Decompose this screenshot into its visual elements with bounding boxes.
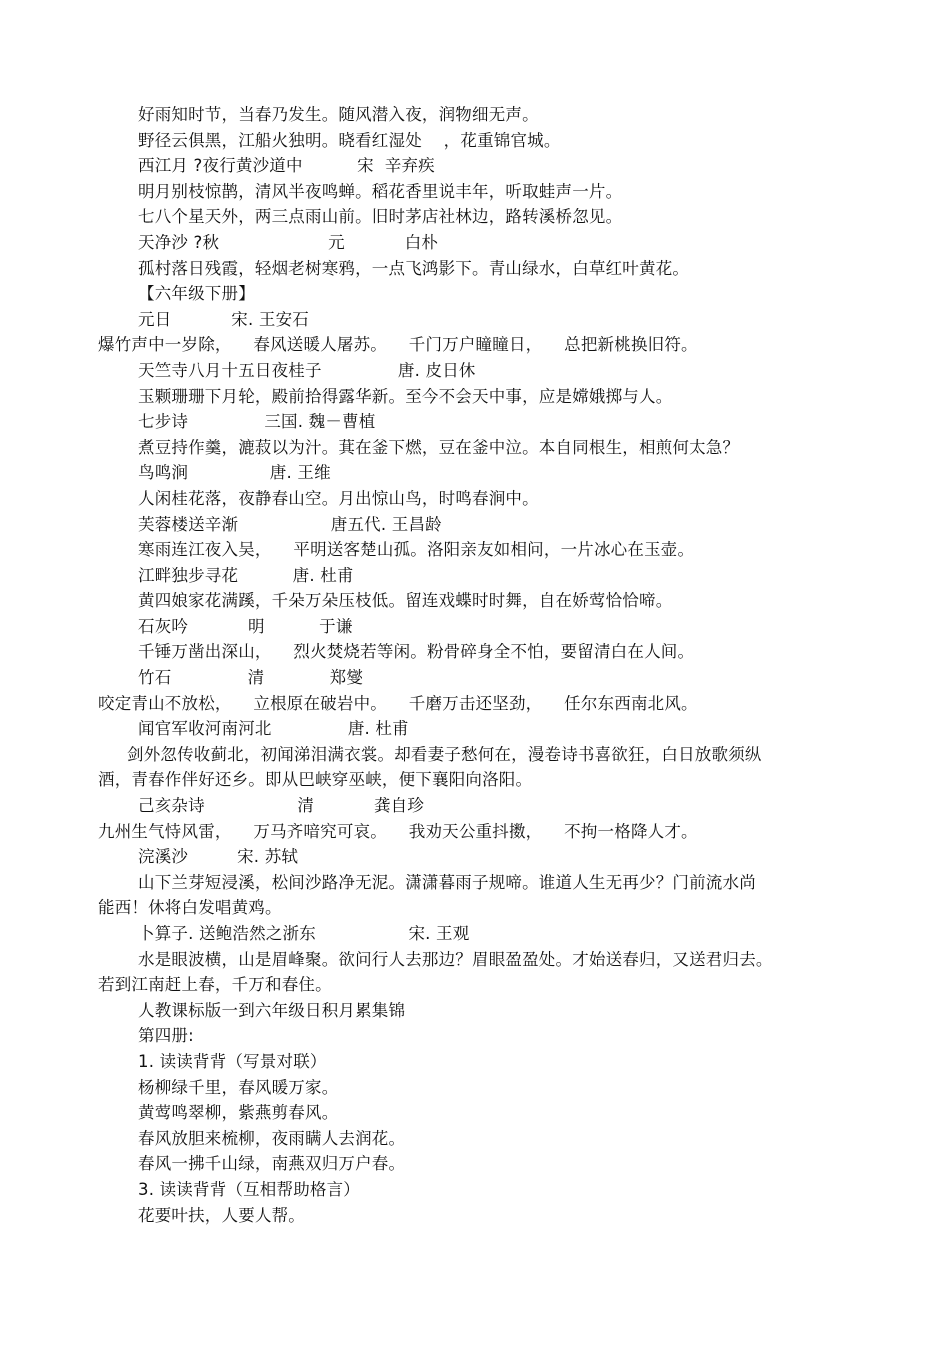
text-line: 七步诗 三国. 魏－曹植 — [138, 412, 376, 432]
text-line: 1. 读读背背（写景对联） — [138, 1051, 327, 1071]
text-line: 石灰吟 明 于谦 — [138, 616, 353, 636]
text-line: 春风放胆来梳柳，夜雨瞒人去润花。 — [138, 1128, 406, 1148]
text-line: 水是眼波横，山是眉峰聚。欲问行人去那边？眉眼盈盈处。才始送春归，又送君归去。 — [138, 949, 773, 969]
text-line: 杨柳绿千里，春风暖万家。 — [138, 1077, 339, 1097]
text-line: 闻官军收河南河北 唐. 杜甫 — [138, 719, 409, 739]
document-body — [98, 102, 818, 1228]
text-line: 黄四娘家花满蹊，千朵万朵压枝低。留连戏蝶时时舞，自在娇莺恰恰啼。 — [138, 591, 673, 611]
text-line: 浣溪沙 宋. 苏轼 — [138, 847, 299, 867]
text-line: 花要叶扶，人要人帮。 — [138, 1205, 305, 1225]
text-line: 人教课标版一到六年级日积月累集锦 — [138, 1000, 406, 1020]
text-line: 酒，青春作伴好还乡。即从巴峡穿巫峡，便下襄阳向洛阳。 — [98, 770, 533, 790]
text-line: 明月别枝惊鹊，清风半夜鸣蝉。稻花香里说丰年，听取蛙声一片。 — [138, 181, 623, 201]
text-line: 玉颗珊珊下月轮，殿前拾得露华新。至今不会天中事，应是嫦娥掷与人。 — [138, 386, 673, 406]
text-line: 竹石 清 郑燮 — [138, 668, 364, 688]
text-line: 天净沙 ?秋 元 白朴 — [138, 232, 439, 252]
text-line: 黄莺鸣翠柳，紫燕剪春风。 — [138, 1103, 339, 1123]
text-line: 若到江南赶上春，千万和春住。 — [98, 975, 332, 995]
text-line: 天竺寺八月十五日夜桂子 唐. 皮日休 — [138, 360, 476, 380]
text-line: 春风一拂千山绿，南燕双归万户春。 — [138, 1154, 406, 1174]
text-line: 西江月 ?夜行黄沙道中 宋 辛弃疾 — [138, 156, 435, 176]
text-line: 鸟鸣涧 唐. 王维 — [138, 463, 331, 483]
text-line: 野径云俱黑，江船火独明。晓看红湿处 ，花重锦官城。 — [138, 130, 561, 150]
text-line: 己亥杂诗 清 龚自珍 — [138, 796, 425, 816]
text-line: 第四册: — [138, 1026, 194, 1046]
text-line: 爆竹声中一岁除， 春风送暖人屠苏。 千门万户瞳瞳日， 总把新桃换旧符。 — [98, 335, 698, 355]
text-line: 3. 读读背背（互相帮助格言） — [138, 1179, 360, 1199]
text-line: 山下兰芽短浸溪，松间沙路净无泥。潇潇暮雨子规啼。谁道人生无再少？门前流水尚 — [138, 872, 756, 892]
text-line: 能西！休将白发唱黄鸡。 — [98, 898, 282, 918]
text-line: 元日 宋. 王安石 — [138, 309, 309, 329]
text-line: 咬定青山不放松， 立根原在破岩中。 千磨万击还坚劲， 任尔东西南北风。 — [98, 693, 698, 713]
text-line: 寒雨连江夜入吴， 平明送客楚山孤。洛阳亲友如相问，一片冰心在玉壶。 — [138, 540, 695, 560]
text-line: 【六年级下册】 — [138, 284, 255, 304]
text-line: 孤村落日残霞，轻烟老树寒鸦，一点飞鸿影下。青山绿水，白草红叶黄花。 — [138, 258, 690, 278]
text-line: 煮豆持作羹，漉菽以为汁。萁在釜下燃，豆在釜中泣。本自同根生，相煎何太急？ — [138, 437, 740, 457]
text-line: 江畔独步寻花 唐. 杜甫 — [138, 565, 354, 585]
text-line: 人闲桂花落，夜静春山空。月出惊山鸟，时鸣春涧中。 — [138, 488, 539, 508]
text-line: 七八个星天外，两三点雨山前。旧时茅店社林边，路转溪桥忽见。 — [138, 207, 623, 227]
text-line: 芙蓉楼送辛渐 唐五代. 王昌龄 — [138, 514, 442, 534]
text-line: 九州生气恃风雷， 万马齐喑究可哀。 我劝天公重抖擞， 不拘一格降人才。 — [98, 821, 698, 841]
text-line: 剑外忽传收蓟北，初闻涕泪满衣裳。却看妻子愁何在，漫卷诗书喜欲狂，白日放歌须纵 — [127, 744, 762, 764]
text-line: 千锤万凿出深山， 烈火焚烧若等闲。粉骨碎身全不怕，要留清白在人间。 — [138, 642, 695, 662]
text-line: 好雨知时节，当春乃发生。随风潜入夜，润物细无声。 — [138, 105, 539, 124]
text-line: 卜算子. 送鲍浩然之浙东 宋. 王观 — [138, 924, 470, 943]
